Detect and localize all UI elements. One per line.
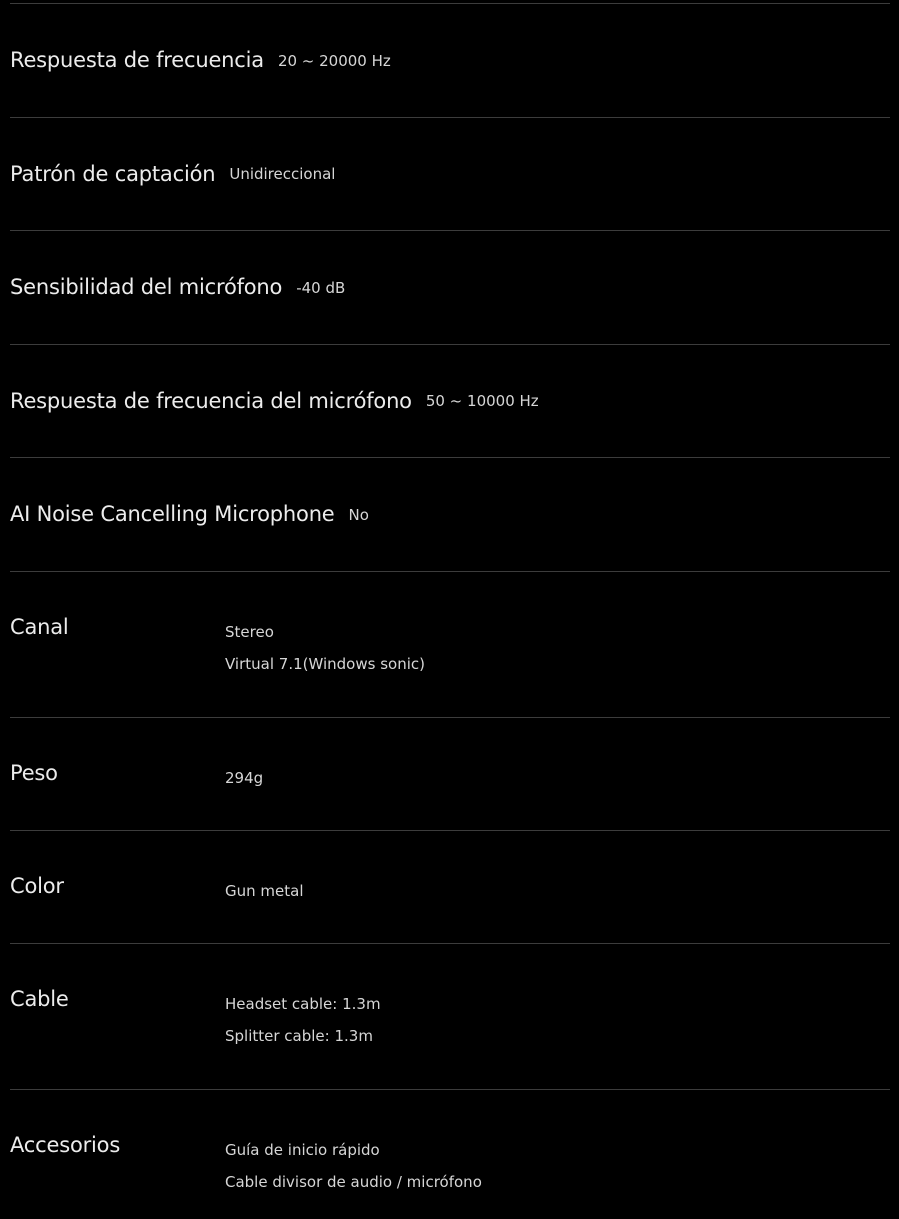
spec-label: Respuesta de frecuencia del micrófono	[10, 388, 412, 413]
spec-value: No	[348, 505, 369, 524]
spec-value: 294g	[225, 768, 264, 787]
spec-value: Splitter cable: 1.3m	[225, 1026, 373, 1045]
spec-label: Accesorios	[10, 1132, 121, 1157]
spec-row-color	[10, 830, 890, 943]
spec-value: Virtual 7.1(Windows sonic)	[225, 654, 425, 673]
spec-values	[225, 988, 381, 1052]
spec-value: -40 dB	[296, 278, 346, 297]
spec-label: AI Noise Cancelling Microphone	[10, 502, 335, 527]
spec-values	[225, 762, 263, 794]
spec-label: Color	[10, 873, 64, 898]
spec-label: Peso	[10, 760, 58, 785]
spec-row-mic-sensitivity	[10, 230, 890, 344]
spec-value: 50 ~ 10000 Hz	[425, 392, 539, 411]
spec-value: Headset cable: 1.3m	[225, 994, 381, 1013]
spec-value: 20 ~ 20000 Hz	[277, 51, 391, 70]
spec-row-ai-noise-cancelling	[10, 457, 890, 571]
spec-value: Cable divisor de audio / micrófono	[225, 1172, 482, 1191]
spec-label: Cable	[10, 986, 69, 1011]
spec-row-mic-frequency-response	[10, 344, 890, 458]
spec-label: Sensibilidad del micrófono	[10, 275, 283, 300]
spec-row-pickup-pattern	[10, 117, 890, 231]
spec-values	[225, 616, 425, 680]
spec-label: Respuesta de frecuencia	[10, 48, 264, 73]
spec-row-frequency-response	[10, 3, 890, 117]
spec-row-channel	[10, 571, 890, 717]
spec-row-weight	[10, 717, 890, 830]
spec-row-cable	[10, 943, 890, 1089]
spec-value: Stereo	[225, 622, 274, 641]
spec-values	[225, 1134, 482, 1198]
spec-value: Gun metal	[225, 881, 304, 900]
spec-label: Canal	[10, 614, 69, 639]
spec-table	[10, 3, 890, 1219]
spec-value: Guía de inicio rápido	[225, 1140, 380, 1159]
spec-value: Unidireccional	[229, 165, 336, 184]
spec-values	[225, 875, 304, 907]
spec-label: Patrón de captación	[10, 161, 216, 186]
spec-row-accessories	[10, 1089, 890, 1219]
